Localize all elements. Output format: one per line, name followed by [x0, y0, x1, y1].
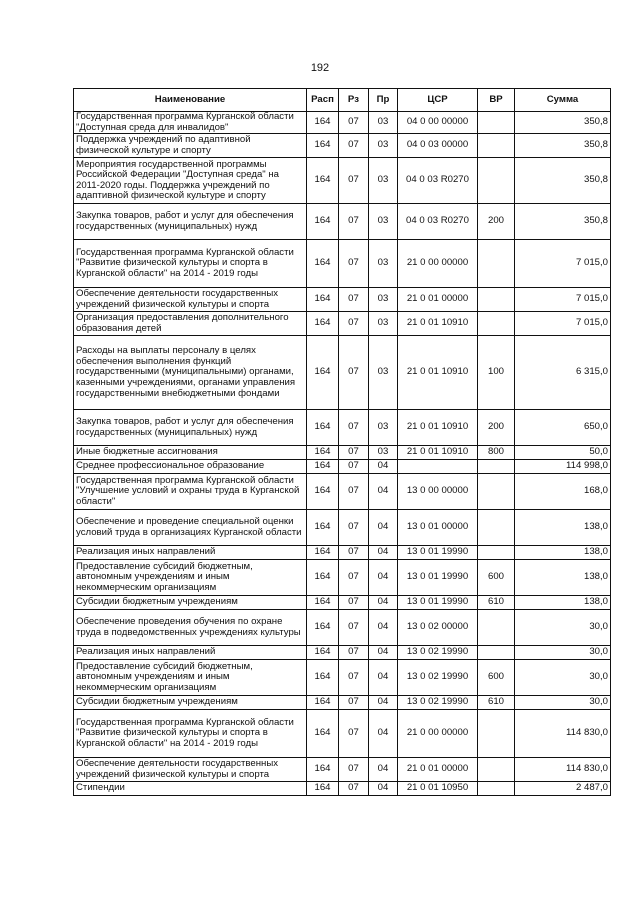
row-rz-cell: 07 [339, 646, 369, 660]
table-row [74, 560, 611, 596]
row-sum-cell: 30,0 [515, 646, 611, 660]
row-pr-cell: 03 [369, 336, 398, 410]
row-vr-cell [478, 474, 515, 510]
row-pr-cell: 03 [369, 312, 398, 336]
row-vr-cell: 200 [478, 204, 515, 240]
row-csr-cell: 21 0 01 10950 [398, 782, 478, 796]
row-sum-cell: 168,0 [515, 474, 611, 510]
row-rasp-cell: 164 [307, 410, 339, 446]
header-pr: Пр [369, 89, 398, 112]
row-sum-cell: 7 015,0 [515, 240, 611, 288]
row-rasp-cell: 164 [307, 112, 339, 134]
row-rz-cell: 07 [339, 696, 369, 710]
row-csr-cell: 21 0 00 00000 [398, 240, 478, 288]
row-csr-cell: 13 0 02 19990 [398, 646, 478, 660]
row-sum-cell: 30,0 [515, 610, 611, 646]
table-row [74, 758, 611, 782]
row-rasp-cell: 164 [307, 288, 339, 312]
table-row [74, 782, 611, 796]
row-vr-cell: 800 [478, 446, 515, 460]
table-row [74, 410, 611, 446]
row-vr-cell [478, 710, 515, 758]
row-rasp-cell: 164 [307, 460, 339, 474]
row-sum-cell: 650,0 [515, 410, 611, 446]
table-row [74, 460, 611, 474]
row-csr-cell: 13 0 01 00000 [398, 510, 478, 546]
table-row [74, 596, 611, 610]
row-vr-cell [478, 134, 515, 158]
table-body [74, 112, 611, 796]
row-name-cell: Предоставление субсидий бюджетным, автономным учреждениям и иным некоммерческим организациям [74, 560, 307, 596]
row-rz-cell: 07 [339, 710, 369, 758]
row-rasp-cell: 164 [307, 134, 339, 158]
table-row [74, 158, 611, 204]
row-rz-cell: 07 [339, 610, 369, 646]
row-name-cell: Обеспечение деятельности государственных учреждений физической культуры и спорта [74, 288, 307, 312]
row-name-cell: Государственная программа Курганской области "Развитие физической культуры и спорта в Курганской области" на 2014 - 2019 годы [74, 240, 307, 288]
row-csr-cell: 13 0 02 00000 [398, 610, 478, 646]
row-name-cell: Обеспечение и проведение специальной оценки условий труда в организациях Курганской области [74, 510, 307, 546]
row-sum-cell: 138,0 [515, 510, 611, 546]
row-pr-cell: 04 [369, 782, 398, 796]
row-name-cell: Расходы на выплаты персоналу в целях обеспечения выполнения функций государственными (муниципальными) органами, казенными учреждениями, органами управления государственными внебюджетными фондами [74, 336, 307, 410]
row-vr-cell [478, 460, 515, 474]
row-name-cell: Обеспечение деятельности государственных учреждений физической культуры и спорта [74, 758, 307, 782]
row-pr-cell: 03 [369, 204, 398, 240]
row-csr-cell: 13 0 01 19990 [398, 560, 478, 596]
row-rz-cell: 07 [339, 240, 369, 288]
table-row [74, 696, 611, 710]
row-csr-cell: 13 0 02 19990 [398, 696, 478, 710]
row-rasp-cell: 164 [307, 782, 339, 796]
row-vr-cell [478, 782, 515, 796]
row-csr-cell: 21 0 00 00000 [398, 710, 478, 758]
row-pr-cell: 04 [369, 660, 398, 696]
row-sum-cell: 2 487,0 [515, 782, 611, 796]
row-vr-cell: 610 [478, 696, 515, 710]
row-rasp-cell: 164 [307, 510, 339, 546]
row-vr-cell [478, 510, 515, 546]
row-rz-cell: 07 [339, 510, 369, 546]
row-name-cell: Стипендии [74, 782, 307, 796]
row-pr-cell: 04 [369, 596, 398, 610]
row-name-cell: Реализация иных направлений [74, 646, 307, 660]
row-rz-cell: 07 [339, 204, 369, 240]
row-name-cell: Субсидии бюджетным учреждениям [74, 696, 307, 710]
page-number: 192 [310, 62, 330, 74]
table-row [74, 204, 611, 240]
row-rz-cell: 07 [339, 312, 369, 336]
row-name-cell: Реализация иных направлений [74, 546, 307, 560]
row-rasp-cell: 164 [307, 474, 339, 510]
table-row [74, 474, 611, 510]
row-pr-cell: 03 [369, 446, 398, 460]
row-csr-cell: 13 0 01 19990 [398, 596, 478, 610]
row-pr-cell: 03 [369, 288, 398, 312]
row-rasp-cell: 164 [307, 312, 339, 336]
row-sum-cell: 114 830,0 [515, 758, 611, 782]
header-sum: Сумма [515, 89, 611, 112]
row-vr-cell [478, 312, 515, 336]
row-rz-cell: 07 [339, 474, 369, 510]
row-pr-cell: 04 [369, 560, 398, 596]
row-rasp-cell: 164 [307, 660, 339, 696]
table-row [74, 646, 611, 660]
row-pr-cell: 04 [369, 474, 398, 510]
row-rz-cell: 07 [339, 782, 369, 796]
row-rasp-cell: 164 [307, 240, 339, 288]
row-sum-cell: 350,8 [515, 112, 611, 134]
row-rasp-cell: 164 [307, 336, 339, 410]
row-pr-cell: 03 [369, 134, 398, 158]
row-rz-cell: 07 [339, 596, 369, 610]
row-csr-cell: 21 0 01 10910 [398, 446, 478, 460]
row-rz-cell: 07 [339, 446, 369, 460]
row-name-cell: Закупка товаров, работ и услуг для обеспечения государственных (муниципальных) нужд [74, 204, 307, 240]
row-rasp-cell: 164 [307, 158, 339, 204]
row-sum-cell: 30,0 [515, 660, 611, 696]
row-name-cell: Государственная программа Курганской области "Доступная среда для инвалидов" [74, 112, 307, 134]
row-pr-cell: 04 [369, 460, 398, 474]
row-vr-cell: 610 [478, 596, 515, 610]
table-row [74, 446, 611, 460]
table-row [74, 546, 611, 560]
row-rz-cell: 07 [339, 410, 369, 446]
row-csr-cell: 21 0 01 10910 [398, 336, 478, 410]
row-vr-cell [478, 546, 515, 560]
row-rz-cell: 07 [339, 112, 369, 134]
row-csr-cell: 04 0 03 R0270 [398, 158, 478, 204]
row-pr-cell: 03 [369, 410, 398, 446]
row-rz-cell: 07 [339, 336, 369, 410]
row-pr-cell: 04 [369, 546, 398, 560]
row-vr-cell [478, 158, 515, 204]
row-pr-cell: 04 [369, 646, 398, 660]
row-name-cell: Обеспечение проведения обучения по охране труда в подведомственных учреждениях культуры [74, 610, 307, 646]
row-name-cell: Организация предоставления дополнительного образования детей [74, 312, 307, 336]
row-sum-cell: 114 830,0 [515, 710, 611, 758]
header-rasp: Расп [307, 89, 339, 112]
header-rz: Рз [339, 89, 369, 112]
row-sum-cell: 350,8 [515, 134, 611, 158]
table-row [74, 336, 611, 410]
row-csr-cell: 13 0 01 19990 [398, 546, 478, 560]
row-rz-cell: 07 [339, 560, 369, 596]
row-name-cell: Субсидии бюджетным учреждениям [74, 596, 307, 610]
row-sum-cell: 30,0 [515, 696, 611, 710]
row-pr-cell: 04 [369, 696, 398, 710]
table-row [74, 610, 611, 646]
row-csr-cell: 04 0 03 00000 [398, 134, 478, 158]
row-name-cell: Государственная программа Курганской области "Развитие физической культуры и спорта в Курганской области" на 2014 - 2019 годы [74, 710, 307, 758]
header-csr: ЦСР [398, 89, 478, 112]
row-csr-cell: 21 0 01 00000 [398, 288, 478, 312]
header-vr: ВР [478, 89, 515, 112]
table-row [74, 134, 611, 158]
row-sum-cell: 350,8 [515, 158, 611, 204]
row-rasp-cell: 164 [307, 646, 339, 660]
row-csr-cell: 04 0 03 R0270 [398, 204, 478, 240]
row-sum-cell: 7 015,0 [515, 288, 611, 312]
row-rz-cell: 07 [339, 158, 369, 204]
row-sum-cell: 138,0 [515, 560, 611, 596]
row-name-cell: Мероприятия государственной программы Российской Федерации "Доступная среда" на 2011-2020 годы. Поддержка учреждений по адаптивной физической культуре и спорту [74, 158, 307, 204]
row-csr-cell [398, 460, 478, 474]
row-vr-cell [478, 610, 515, 646]
row-sum-cell: 6 315,0 [515, 336, 611, 410]
row-vr-cell: 600 [478, 660, 515, 696]
row-sum-cell: 350,8 [515, 204, 611, 240]
row-rasp-cell: 164 [307, 710, 339, 758]
row-name-cell: Государственная программа Курганской области "Улучшение условий и охраны труда в Курганской области" [74, 474, 307, 510]
row-rz-cell: 07 [339, 546, 369, 560]
row-csr-cell: 13 0 00 00000 [398, 474, 478, 510]
row-rz-cell: 07 [339, 288, 369, 312]
row-csr-cell: 04 0 00 00000 [398, 112, 478, 134]
row-pr-cell: 03 [369, 240, 398, 288]
row-pr-cell: 03 [369, 158, 398, 204]
row-pr-cell: 04 [369, 510, 398, 546]
row-rasp-cell: 164 [307, 610, 339, 646]
row-vr-cell [478, 288, 515, 312]
row-pr-cell: 04 [369, 758, 398, 782]
row-name-cell: Предоставление субсидий бюджетным, автономным учреждениям и иным некоммерческим организациям [74, 660, 307, 696]
row-rz-cell: 07 [339, 758, 369, 782]
row-csr-cell: 21 0 01 00000 [398, 758, 478, 782]
row-vr-cell: 600 [478, 560, 515, 596]
row-rasp-cell: 164 [307, 204, 339, 240]
row-name-cell: Иные бюджетные ассигнования [74, 446, 307, 460]
row-sum-cell: 7 015,0 [515, 312, 611, 336]
row-vr-cell: 100 [478, 336, 515, 410]
row-vr-cell [478, 112, 515, 134]
row-rasp-cell: 164 [307, 758, 339, 782]
table-row [74, 710, 611, 758]
row-pr-cell: 04 [369, 710, 398, 758]
row-name-cell: Среднее профессиональное образование [74, 460, 307, 474]
row-rasp-cell: 164 [307, 560, 339, 596]
row-name-cell: Поддержка учреждений по адаптивной физической культуре и спорту [74, 134, 307, 158]
row-vr-cell [478, 240, 515, 288]
table-row [74, 288, 611, 312]
row-pr-cell: 03 [369, 112, 398, 134]
table-row [74, 510, 611, 546]
row-sum-cell: 138,0 [515, 596, 611, 610]
table-header-row [74, 89, 611, 112]
row-rasp-cell: 164 [307, 546, 339, 560]
row-rasp-cell: 164 [307, 596, 339, 610]
table-row [74, 660, 611, 696]
row-csr-cell: 13 0 02 19990 [398, 660, 478, 696]
row-rz-cell: 07 [339, 660, 369, 696]
row-csr-cell: 21 0 01 10910 [398, 312, 478, 336]
row-sum-cell: 50,0 [515, 446, 611, 460]
row-sum-cell: 138,0 [515, 546, 611, 560]
row-rasp-cell: 164 [307, 446, 339, 460]
row-rz-cell: 07 [339, 460, 369, 474]
table-row [74, 240, 611, 288]
row-sum-cell: 114 998,0 [515, 460, 611, 474]
table-row [74, 112, 611, 134]
row-vr-cell [478, 758, 515, 782]
row-csr-cell: 21 0 01 10910 [398, 410, 478, 446]
row-rasp-cell: 164 [307, 696, 339, 710]
table-row [74, 312, 611, 336]
row-name-cell: Закупка товаров, работ и услуг для обеспечения государственных (муниципальных) нужд [74, 410, 307, 446]
row-vr-cell [478, 646, 515, 660]
header-name: Наименование [74, 89, 307, 112]
row-rz-cell: 07 [339, 134, 369, 158]
row-pr-cell: 04 [369, 610, 398, 646]
budget-table [73, 88, 611, 796]
row-vr-cell: 200 [478, 410, 515, 446]
